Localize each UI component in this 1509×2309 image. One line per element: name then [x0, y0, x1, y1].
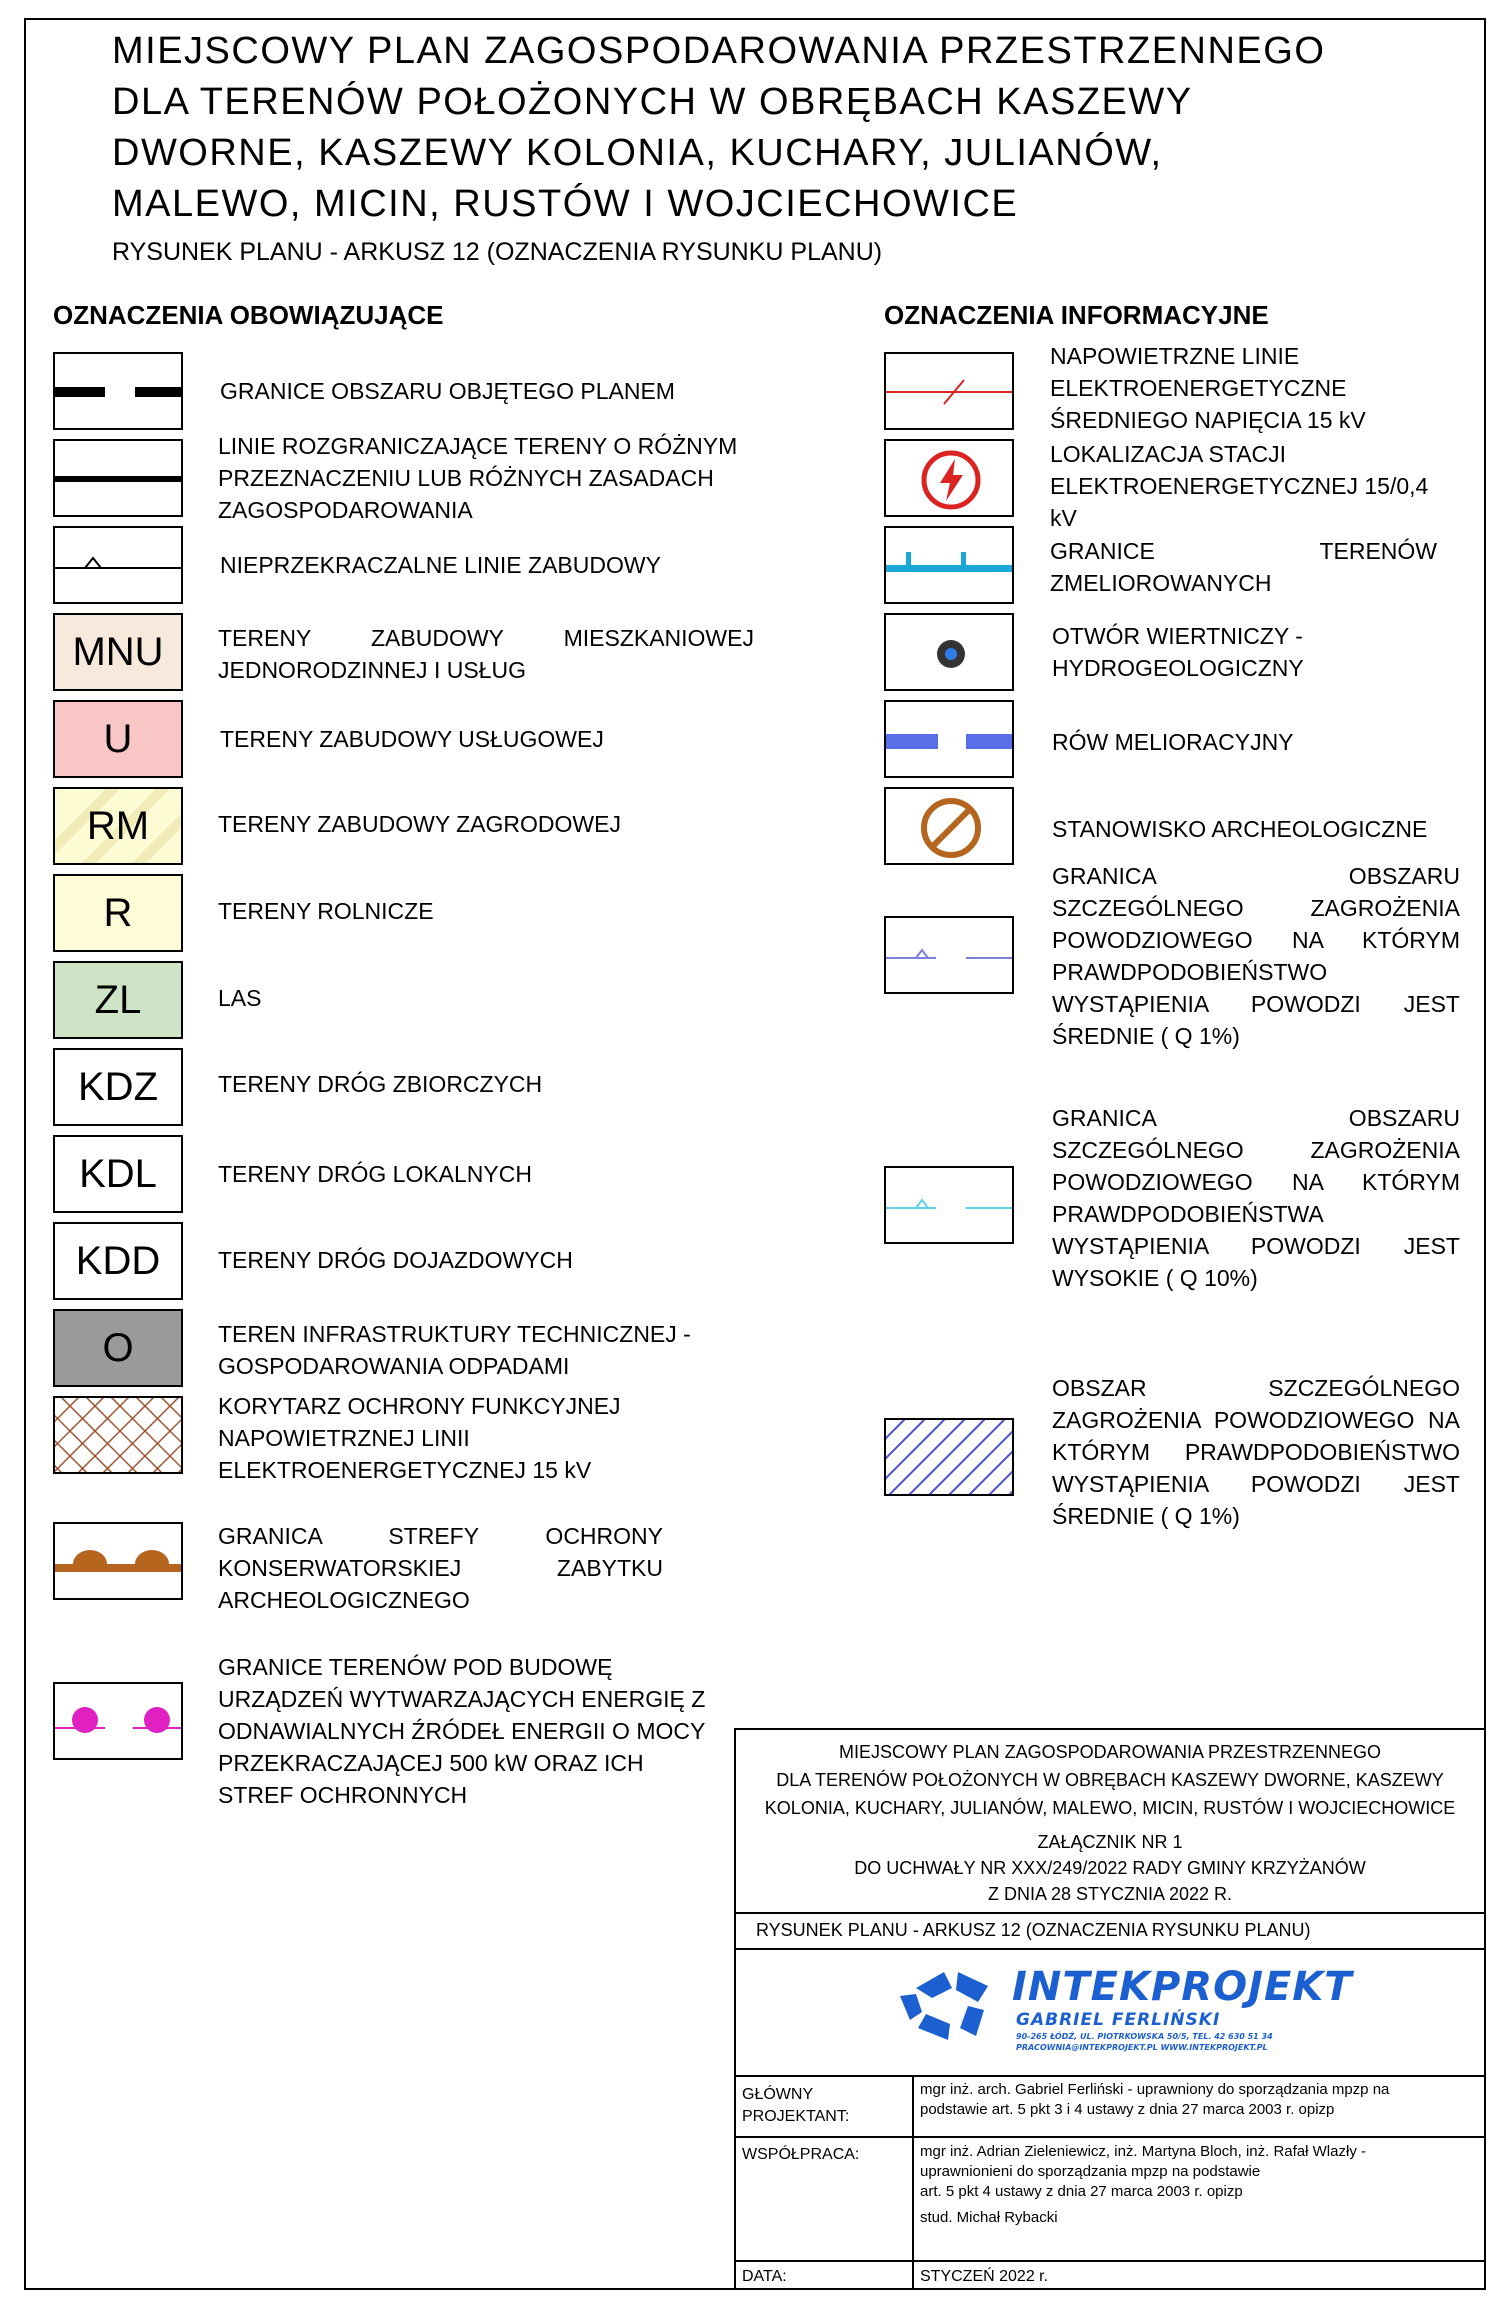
legend-label: LINIE ROZGRANICZAJĄCE TERENY O RÓŻNYM PRZEZNACZENIU LUB RÓŻNYCH ZASADACH ZAGOSPODAROWANIA: [218, 433, 738, 523]
symbol-powerline-corridor: [53, 1396, 183, 1474]
symbol-zone-kdl: [53, 1135, 183, 1213]
legend-label: GRANICE TERENÓW POD BUDOWĘ URZĄDZEŃ WYTWARZAJĄCYCH ENERGIĘ Z ODNAWIALNYCH ŹRÓDEŁ ENERGII O MOCY PRZEKRACZAJĄCEJ 500 kW ORAZ ICH STREF OCHRONNYCH: [218, 1654, 706, 1808]
legend-label: TERENY ZABUDOWY MIESZKANIOWEJ JEDNORODZINNEJ I USŁUG: [218, 625, 754, 683]
legend-label: NIEPRZEKRACZALNE LINIE ZABUDOWY: [220, 552, 661, 578]
symbol-zone-kdd: [53, 1222, 183, 1300]
title-line: MIEJSCOWY PLAN ZAGOSPODAROWANIA PRZESTRZENNEGO: [112, 30, 1326, 72]
symbol-zone-kdz: [53, 1048, 183, 1126]
legend-label: TERENY DRÓG DOJAZDOWYCH: [218, 1247, 573, 1273]
logo-web: PRACOWNIA@INTEKPROJEKT.PL WWW.INTEKPROJEKT.PL: [1016, 2043, 1268, 2052]
symbol-archaeological-zone: [53, 1522, 183, 1600]
legend-label: LOKALIZACJA STACJI ELEKTROENERGETYCZNEJ 15/0,4 kV: [1050, 441, 1429, 531]
tb-chief-label: GŁÓWNY: [742, 2086, 814, 2103]
title-line: MALEWO, MICIN, RUSTÓW I WOJCIECHOWICE: [112, 183, 1019, 225]
logo-mark-icon: [896, 1966, 1006, 2046]
tb-date-value: STYCZEŃ 2022 r.: [920, 2268, 1049, 2285]
tb-plan-line: MIEJSCOWY PLAN ZAGOSPODAROWANIA PRZESTRZENNEGO: [838, 1742, 1382, 1762]
zone-code: ZL: [55, 963, 181, 1037]
legend-label: TEREN INFRASTRUKTURY TECHNICZNEJ - GOSPODAROWANIA ODPADAMI: [218, 1321, 691, 1379]
zone-code: KDD: [75, 1238, 161, 1283]
logo-name: INTEKPROJEKT: [1012, 1964, 1353, 2010]
tb-chief-text: podstawie art. 5 pkt 3 i 4 ustawy z dnia 27 marca 2003 r. opizp: [920, 2101, 1335, 2118]
legend-label: STANOWISKO ARCHEOLOGICZNE: [1052, 816, 1428, 842]
zone-code: MNU: [55, 615, 181, 689]
logo-sub: GABRIEL FERLIŃSKI: [1016, 2010, 1221, 2030]
title-line: DLA TERENÓW POŁOŻONYCH W OBRĘBACH KASZEWY: [112, 81, 1193, 123]
tb-coop-label: WSPÓŁPRACA:: [742, 2146, 860, 2163]
legend-label: TERENY ZABUDOWY ZAGRODOWEJ: [218, 811, 621, 837]
heading-informational: OZNACZENIA INFORMACYJNE: [884, 300, 1269, 330]
legend-label: TERENY DRÓG LOKALNYCH: [218, 1161, 532, 1187]
tb-chief-label: PROJEKTANT:: [742, 2108, 850, 2125]
symbol-borehole: [884, 613, 1014, 691]
symbol-zone-rm: [53, 787, 183, 865]
symbol-demarcation-line: [53, 439, 183, 517]
zone-code: O: [55, 1311, 181, 1385]
symbol-flood-area-medium: [884, 1418, 1014, 1496]
zone-code: R: [55, 876, 181, 950]
title-block: [734, 1728, 1486, 2290]
zone-code: U: [55, 702, 181, 776]
zone-code: RM: [86, 803, 150, 848]
zone-code: KDZ: [78, 1064, 158, 1109]
symbol-flood-boundary-medium: [884, 916, 1014, 994]
legend-label: LAS: [218, 985, 262, 1011]
logo-address: 90-265 ŁÓDŹ, UL. PIOTRKOWSKA 50/5, TEL. 42 630 51 34: [1016, 2032, 1273, 2041]
symbol-zone-r: [53, 874, 183, 952]
tb-chief-text: mgr inż. arch. Gabriel Ferliński - uprawniony do sporządzania mpzp na: [920, 2081, 1390, 2098]
legend-label: KORYTARZ OCHRONY FUNKCYJNEJ NAPOWIETRZNEJ LINII ELEKTROENERGETYCZNEJ 15 kV: [218, 1393, 621, 1483]
tb-coop-text: mgr inż. Adrian Zieleniewicz, inż. Martyna Bloch, inż. Rafał Wlazły -: [920, 2143, 1366, 2160]
symbol-zone-mnu: [53, 613, 183, 691]
tb-sheet: RYSUNEK PLANU - ARKUSZ 12 (OZNACZENIA RYSUNKU PLANU): [756, 1920, 1311, 1940]
heading-binding: OZNACZENIA OBOWIĄZUJĄCE: [53, 300, 444, 330]
symbol-zone-u: [53, 700, 183, 778]
tb-date-label: DATA:: [742, 2268, 787, 2285]
symbol-substation: [884, 439, 1014, 517]
symbol-renewable-energy-zone: [53, 1682, 183, 1760]
tb-coop-text: art. 5 pkt 4 ustawy z dnia 27 marca 2003 r. opizp: [920, 2183, 1243, 2200]
legend-label: GRANICA OBSZARU SZCZEGÓLNEGO ZAGROŻENIA POWODZIOWEGO NA KTÓRYM PRAWDPODOBIEŃSTWO WYSTĄPIENIA POWODZI JEST ŚREDNIE ( Q 1%): [1052, 863, 1460, 1049]
zone-code: KDL: [79, 1151, 157, 1196]
symbol-building-line: [53, 526, 183, 604]
tb-date-line: Z DNIA 28 STYCZNIA 2022 R.: [987, 1884, 1233, 1904]
page-title: [112, 26, 1412, 230]
legend-label: OBSZAR SZCZEGÓLNEGO ZAGROŻENIA POWODZIOWEGO NA KTÓRYM PRAWDPODOBIEŃSTWO WYSTĄPIENIA POWODZI JEST ŚREDNIE ( Q 1%): [1052, 1375, 1460, 1529]
symbol-archaeological-site: [884, 787, 1014, 865]
legend-label: GRANICE OBSZARU OBJĘTEGO PLANEM: [220, 378, 675, 404]
symbol-plan-boundary: [53, 352, 183, 430]
symbol-zone-o: [53, 1309, 183, 1387]
symbol-overhead-power-line: [884, 352, 1014, 430]
symbol-drainage-ditch: [884, 700, 1014, 778]
symbol-drained-area-boundary: [884, 526, 1014, 604]
legend-label: TERENY ZABUDOWY USŁUGOWEJ: [220, 726, 604, 752]
legend-label: OTWÓR WIERTNICZY - HYDROGEOLOGICZNY: [1052, 623, 1304, 681]
symbol-flood-boundary-high: [884, 1166, 1014, 1244]
symbol-zone-zl: [53, 961, 183, 1039]
legend-label: TERENY DRÓG ZBIORCZYCH: [218, 1071, 543, 1097]
page-subtitle: RYSUNEK PLANU - ARKUSZ 12 (OZNACZENIA RYSUNKU PLANU): [112, 238, 883, 266]
tb-annex: ZAŁĄCZNIK NR 1: [1037, 1832, 1183, 1852]
tb-plan-line: KOLONIA, KUCHARY, JULIANÓW, MALEWO, MICIN, RUSTÓW I WOJCIECHOWICE: [764, 1798, 1456, 1818]
tb-resolution: DO UCHWAŁY NR XXX/249/2022 RADY GMINY KRZYŻANÓW: [854, 1858, 1366, 1878]
legend-label: TERENY ROLNICZE: [218, 898, 434, 924]
legend-label: GRANICA STREFY OCHRONY KONSERWATORSKIEJ ZABYTKU ARCHEOLOGICZNEGO: [218, 1523, 663, 1613]
legend-label: NAPOWIETRZNE LINIE ELEKTROENERGETYCZNE ŚREDNIEGO NAPIĘCIA 15 kV: [1050, 343, 1366, 433]
legend-label: GRANICA OBSZARU SZCZEGÓLNEGO ZAGROŻENIA POWODZIOWEGO NA KTÓRYM PRAWDPODOBIEŃSTWA WYSTĄPIENIA POWODZI JEST WYSOKIE ( Q 10%): [1052, 1105, 1460, 1291]
legend-label: GRANICE TERENÓW ZMELIOROWANYCH: [1050, 538, 1437, 596]
legend-label: RÓW MELIORACYJNY: [1052, 729, 1294, 755]
tb-coop-text: uprawnionieni do sporządzania mpzp na podstawie: [920, 2163, 1261, 2180]
tb-plan-line: DLA TERENÓW POŁOŻONYCH W OBRĘBACH KASZEWY DWORNE, KASZEWY: [776, 1770, 1444, 1790]
intekprojekt-logo: [896, 1962, 1353, 2057]
tb-coop-text: stud. Michał Rybacki: [920, 2209, 1058, 2226]
title-line: DWORNE, KASZEWY KOLONIA, KUCHARY, JULIANÓW,: [112, 132, 1163, 174]
